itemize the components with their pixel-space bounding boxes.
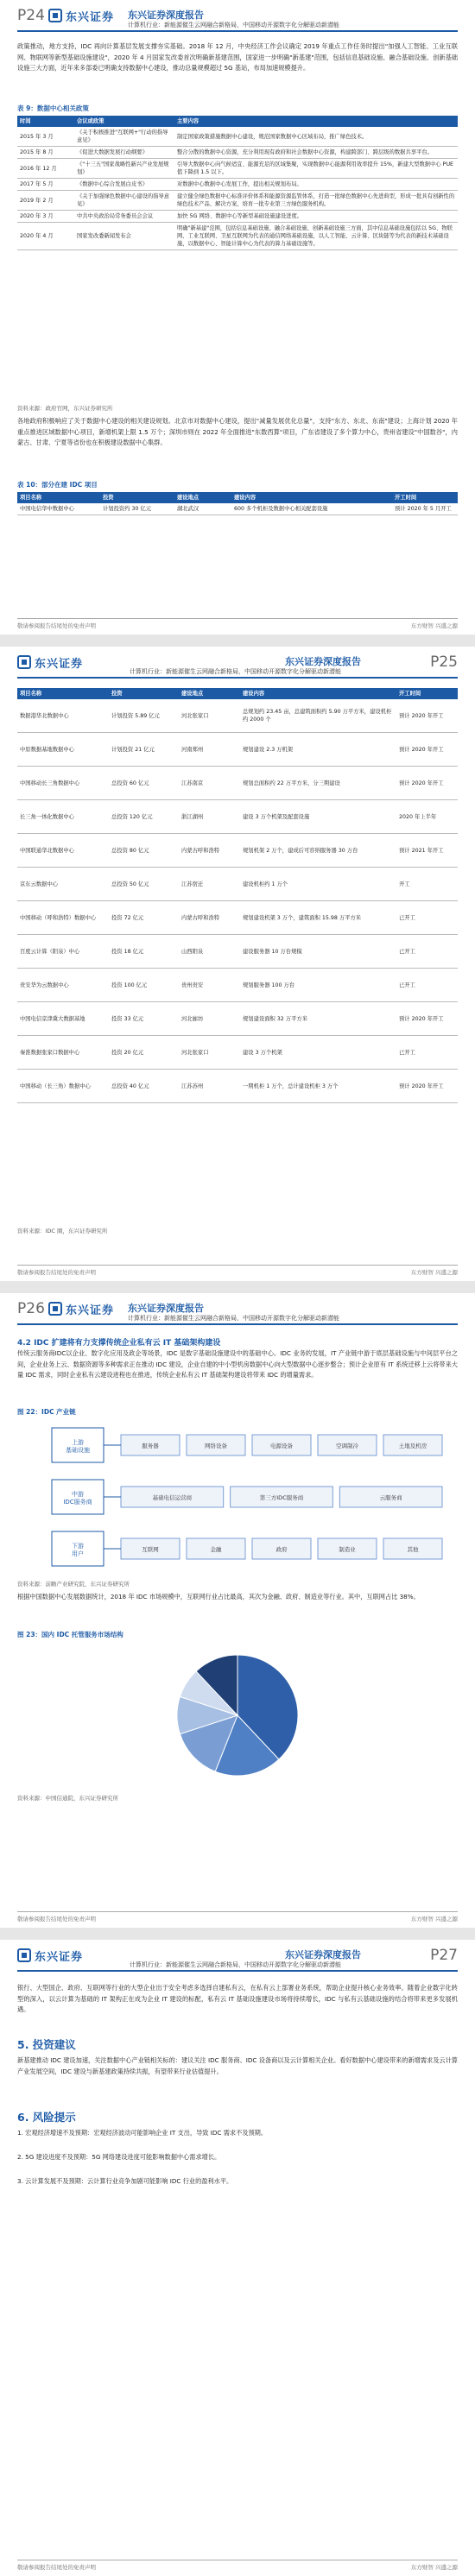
table-cell: 已开工: [396, 969, 458, 1002]
table-cell: 中原数据基地数据中心: [17, 733, 109, 767]
table-cell: 规划建设 2.3 万机架: [240, 733, 396, 767]
table-row: [17, 901, 458, 935]
footer-disclaimer: 敬请参阅报告结尾处的免责声明: [17, 2564, 96, 2571]
table-header-row: 项目名称 投资 建设地点 建设内容 开工时间: [17, 688, 458, 699]
upstream-label: 上游基础设施: [66, 1439, 90, 1454]
chain-item-label: 云服务商: [379, 1494, 402, 1501]
table-cell: 已开工: [396, 935, 458, 969]
chain-item-label: 基础电信运营商: [152, 1494, 193, 1501]
table-cell: 一期机柜 1 万个，总计建设机柜 3 万个: [240, 1070, 396, 1103]
table-cell: 投资 100 亿元: [109, 969, 179, 1002]
idc-chain-diagram: [17, 1419, 458, 1575]
policy-table: [17, 116, 458, 250]
table-row: [17, 800, 458, 834]
table-cell: 投资 18 亿元: [109, 935, 179, 969]
header-rule: [17, 677, 458, 679]
chain-item-label: 土地及机房: [398, 1443, 428, 1449]
risk-item: 3. 云计算发展不及预期：云计算行业竞争加剧可能影响 IDC 行业的盈利水平。: [17, 2177, 233, 2185]
chain-item-label: 电源设备: [270, 1443, 293, 1449]
table-cell: 建设服务器 10 万台规模: [240, 935, 396, 969]
col-header: 主要内容: [174, 116, 458, 127]
running-header: 计算机行业：新能源催生云网融合新格局，中国移动开源数字化分解驱动新潜能: [128, 1315, 339, 1322]
mid-paragraph: 各地政府积极响应了关于数据中心建设的相关建设规划。北京市对数据中心建设，提出"减量发展优化总量"，支持"东方、东北、东南"建设；上海计划 2020 年重点推进区域数据中心项目，新增机架上限 1.5 万个；深圳市则在 2022 年全面推进"东数西算"项目，广东省建设了多个算力中心，贵州省建设"中国数谷"，内蒙古、甘肃、宁夏等省份也在积极建设数据中心集群。: [17, 417, 458, 446]
table-row: [17, 1070, 458, 1103]
page-number: P27: [430, 1947, 458, 1964]
risk-item: 1. 宏观经济增速不及预期：宏观经济波动可能影响企业 IT 支出，导致 IDC 需求不及预期。: [17, 2129, 268, 2137]
header-rule: [17, 1323, 458, 1325]
brand-logo: [48, 6, 121, 25]
logo-text: 东兴证券: [66, 1304, 115, 1317]
table-cell: 预计 2020 年开工: [396, 767, 458, 800]
table-cell: 秦淮数据张家口数据中心: [17, 1036, 109, 1070]
table-cell: 规划建设面积 32 万平方米: [240, 1002, 396, 1036]
table-cell: 数据港华北数据中心: [17, 699, 109, 733]
table-row: [17, 699, 458, 733]
idc-project-table-cont: [17, 688, 458, 1103]
table-cell: 预计 2021 年开工: [396, 834, 458, 868]
page-number: P26: [17, 1300, 45, 1317]
table-cell: 江苏苏州: [179, 1070, 240, 1103]
page-header: [0, 0, 475, 38]
running-header: 计算机行业：新能源催生云网融合新格局，中国移动开源数字化分解驱动新潜能: [128, 22, 339, 28]
col-header: 时间: [17, 116, 74, 127]
footer-slogan: 东方财智 兴盛之源: [410, 1916, 458, 1923]
col-header: 会议或政策: [74, 116, 174, 127]
table-row: [17, 868, 458, 901]
table-cell: 浙江湖州: [179, 800, 240, 834]
table-header-row: 项目名称 投资 建设地点 建设内容 开工时间: [17, 492, 458, 503]
page-number: P24: [17, 7, 45, 24]
logo-text: 东兴证券: [35, 1951, 84, 1964]
doc-title: 东兴证券深度报告: [128, 9, 204, 21]
intro-paragraph: 传统云服务商IDC以企业、数字化应用及政企等场景，IDC 是数字基础设施建设中的基础中心。IDC 业务的发展，IT 产业链中游于底层基础设施与中间层平台之间，企业业务上云、数据资源等多种需求正在推动 IDC 建设，企业自建的中小型机房数据中心向大型数据中心逐步整合；预计企业原有 IT 系统迁移上云将带来大量 IDC 需求，同时企业私有云建设进程也在推进，传统企业私有云 IT 基础架构建设将带来 IDC 的增量需求。: [17, 1349, 458, 1379]
table-cell: 投资 72 亿元: [109, 901, 179, 935]
risk-item: 2. 5G 建设进度不及预期：5G 网络建设进度可能影响数据中心需求增长。: [17, 2153, 221, 2161]
page-header: [0, 1293, 475, 1331]
logo-mark-icon: [17, 655, 31, 669]
footer-slogan: 东方财智 兴盛之源: [410, 1269, 458, 1276]
logo-mark-icon: [48, 1302, 62, 1316]
brand-logo: [17, 1946, 90, 1965]
figure-title: 图 22：IDC 产业链: [17, 1408, 76, 1416]
doc-title: 东兴证券深度报告: [285, 656, 361, 667]
footer-slogan: 东方财智 兴盛之源: [410, 622, 458, 629]
idc-project-table: [17, 492, 458, 515]
table-cell: 计划投资 21 亿元: [109, 733, 179, 767]
section-5-paragraph: 新基建推动 IDC 建设加速，关注数据中心产业链相关标的：建议关注 IDC 服务商、IDC 设备商以及云计算相关企业。看好数据中心建设带来的新增需求及云计算产业发展空间，IDC 建设与新基建政策持续共振，有望带来行业估值提升。: [17, 2056, 458, 2075]
chain-item-label: 空调制冷: [336, 1443, 358, 1449]
logo-mark-icon: [17, 1948, 31, 1962]
logo-mark-icon: [48, 9, 62, 22]
table-cell: 江苏宿迁: [179, 868, 240, 901]
table-cell: 内蒙古呼和浩特: [179, 901, 240, 935]
table-cell: 总投资 40 亿元: [109, 1070, 179, 1103]
page-number: P25: [430, 653, 458, 671]
mid-paragraph: 根据中国数据中心发展数据统计，2018 年 IDC 市场规模中，互联网行业占比最高，其次为金融、政府、制造业等行业。其中，互联网占比 38%。: [17, 1593, 420, 1601]
table-row: 2020 年 4 月 国家发改委新闻发布会 明确"新基建"范围，包括信息基础设施、融合基础设施、创新基础设施三方面，其中信息基础设施包括以 5G、物联网、工业互联网、卫星互联网为代表的通信网络基础设施，以人工智能、云计算、区块链等为代表的新技术基础设施，以数据中心、智能计算中心为代表的算力基础设施等。: [17, 223, 458, 250]
table-row: 2020 年 3 月 中共中央政治局常务委员会会议 加快 5G 网络、数据中心等新型基础设施建设进度。: [17, 211, 458, 223]
table-cell: 河北张家口: [179, 1036, 240, 1070]
section-5-heading: 5. 投资建议: [17, 2038, 76, 2051]
header-rule: [17, 30, 458, 32]
table-cell: 贵州贵安: [179, 969, 240, 1002]
page-header: [0, 647, 475, 685]
table-row: 2016 年 12 月 《"十三五"国家战略性新兴产业发展规划》 引导大数据中心向气候适宜、能源充足的区域集聚，实现数据中心能源利用效率提升 15%，新建大型数据中心 PUE 值下降到 1.5 以下。: [17, 159, 458, 179]
table-cell: 预计 2020 年开工: [396, 733, 458, 767]
table-cell: 贵安华为云数据中心: [17, 969, 109, 1002]
chain-item-label: 网络设备: [205, 1443, 227, 1449]
figure2-title: 图 23：国内 IDC 托管服务市场结构: [17, 1631, 124, 1638]
table-row: [17, 834, 458, 868]
downstream-label: 下游用户: [72, 1543, 84, 1557]
brand-logo: [17, 653, 90, 672]
table-cell: 预计 2020 年开工: [396, 699, 458, 733]
chain-item-label: 金融: [210, 1546, 222, 1553]
table-row: [17, 1002, 458, 1036]
table-cell: 已开工: [396, 1036, 458, 1070]
page-footer: [17, 618, 458, 629]
intro-paragraph: 政策推动，地方支持，IDC 再向计算基层发展支撑夯实基础。2018 年 12 月，中央经济工作会议确定 2019 年重点工作任务时提出"加强人工智能、工业互联网、物联网等新型基础设施建设"，2020 年 4 月国家发改委首次明确新基建范围，国家进一步明确"新基建"范围，包括信息基础设施、融合基础设施、创新基础设施三大方面，近年来多部委已明确支持数据中心建设，推动总量规模超过 5G 基站，布局加速规模提升。: [17, 42, 458, 72]
running-header: 计算机行业：新能源催生云网融合新格局，中国移动开源数字化分解驱动新潜能: [130, 668, 341, 675]
table-source: 资料来源：政府官网，东兴证券研究所: [17, 405, 113, 412]
table2-title: 表 10：部分在建 IDC 项目: [17, 481, 98, 489]
table-cell: 总规划约 23.45 亩，总建筑面积约 5.90 万平方米，建设机柜约 2000 个: [240, 699, 396, 733]
top-paragraph: 银行、大型国企、政府、互联网等行业的大型企业出于安全考虑多选择自建私有云，在私有云上部署业务系统，帮助企业提升核心业务效率。随着企业数字化转型的深入，以云计算为基础的 IT 架构正在成为企业 IT 建设的标配，私有云 IT 基础设施建设市场将持续增长，IDC 与私有云基础设施的结合将带来更多发展机遇。: [17, 1984, 458, 2013]
chain-item-label: 其他: [407, 1546, 419, 1553]
page-header: [0, 1940, 475, 1978]
table-cell: 总投资 50 亿元: [109, 868, 179, 901]
table-cell: 中国电信京津冀大数据基地: [17, 1002, 109, 1036]
footer-disclaimer: 敬请参阅报告结尾处的免责声明: [17, 622, 96, 629]
table-row: 2019 年 2 月 《关于加强绿色数据中心建设的指导意见》 建立健全绿色数据中心标准评价体系和能源资源监管体系，打造一批绿色数据中心先进典型，形成一批具有创新性的绿色技术产品、解决方案，培育一批专业第三方绿色服务机构。: [17, 191, 458, 211]
table-row: [17, 733, 458, 767]
section-heading: 4.2 IDC 扩建将有力支撑传统企业私有云 IT 基础架构建设: [17, 1339, 221, 1348]
table-cell: 2020 年上半年: [396, 800, 458, 834]
doc-title: 东兴证券深度报告: [285, 1949, 361, 1960]
page-footer: [17, 1911, 458, 1923]
table-row: 2015 年 8 月 《促进大数据发展行动纲要》 整合分散的数据中心资源，充分利用现有政府和社会数据中心资源，构建跨部门、跨层级的数据共享平台。: [17, 147, 458, 159]
table-cell: 河南郑州: [179, 733, 240, 767]
report-page-25: [0, 647, 475, 1281]
chain-item-label: 服务器: [142, 1443, 159, 1449]
header-rule: [17, 1970, 458, 1972]
doc-title: 东兴证券深度报告: [128, 1303, 204, 1314]
table-cell: 江苏南京: [179, 767, 240, 800]
table-row: [17, 767, 458, 800]
table-cell: 百度云计算（阳泉）中心: [17, 935, 109, 969]
table-cell: 山西阳泉: [179, 935, 240, 969]
table-cell: 中国移动长三角数据中心: [17, 767, 109, 800]
table-cell: 总投资 60 亿元: [109, 767, 179, 800]
chain-item-label: 第三方IDC服务商: [259, 1494, 304, 1501]
table-cell: 总投资 80 亿元: [109, 834, 179, 868]
table-cell: 中国移动（呼和浩特）数据中心: [17, 901, 109, 935]
table-cell: 长三角一体化数据中心: [17, 800, 109, 834]
logo-text: 东兴证券: [66, 11, 115, 24]
running-header: 计算机行业：新能源催生云网融合新格局，中国移动开源数字化分解驱动新潜能: [130, 1961, 341, 1968]
section-6-heading: 6. 风险提示: [17, 2111, 76, 2124]
table-cell: 规划总面积约 22 万平方米，分三期建设: [240, 767, 396, 800]
table-row: [17, 969, 458, 1002]
report-page-24: [0, 0, 475, 635]
table-cell: 建设 3 万个机架: [240, 1036, 396, 1070]
table-cell: 河北张家口: [179, 699, 240, 733]
page-footer: [17, 1265, 458, 1276]
chain-item-label: 制造业: [339, 1546, 356, 1553]
table-cell: 建设机柜约 1 万个: [240, 868, 396, 901]
table-cell: 中国移动（长三角）数据中心: [17, 1070, 109, 1103]
footer-slogan: 东方财智 兴盛之源: [410, 2564, 458, 2571]
idc-market-pie-chart: [17, 1642, 458, 1789]
midstream-label: 中游 IDC服务商: [63, 1491, 92, 1506]
figure-source: 资料来源：前瞻产业研究院，东兴证券研究所: [17, 1581, 130, 1588]
table-cell: 规划服务器 100 万台: [240, 969, 396, 1002]
table-cell: 计划投资 5.89 亿元: [109, 699, 179, 733]
table-row: 2017 年 5 月 《数据中心综合发展白皮书》 对数据中心数据中心发展工作，提出相关规划布局。: [17, 179, 458, 191]
chain-item-label: 互联网: [142, 1546, 159, 1553]
table-cell: 已开工: [396, 901, 458, 935]
table-row: [17, 1036, 458, 1070]
table-cell: 建设 3 万个机架及配套设施: [240, 800, 396, 834]
table-cell: 中国联通华北数据中心: [17, 834, 109, 868]
table-cell: 投资 33 亿元: [109, 1002, 179, 1036]
table-source: 资料来源：IDC 圈，东兴证券研究所: [17, 1228, 108, 1234]
table-header-row: [17, 116, 458, 127]
table-cell: 规划机架 2 万个，建成后可容纳服务器 30 万台: [240, 834, 396, 868]
table-cell: 预计 2020 年开工: [396, 1002, 458, 1036]
table-row: 中国电信华中数据中心 计划投资约 30 亿元 湖北武汉 600 多个机柜及数据中心相关配套设施 预计 2020 年 5 月开工: [17, 503, 458, 515]
table-cell: 开工: [396, 868, 458, 901]
table-cell: 河北廊坊: [179, 1002, 240, 1036]
table-cell: 投资 20 亿元: [109, 1036, 179, 1070]
table-cell: 预计 2020 年开工: [396, 1070, 458, 1103]
footer-disclaimer: 敬请参阅报告结尾处的免责声明: [17, 1269, 96, 1276]
table-cell: 总投资 120 亿元: [109, 800, 179, 834]
report-page-27: [0, 1940, 475, 2576]
footer-disclaimer: 敬请参阅报告结尾处的免责声明: [17, 1916, 96, 1923]
table-row: 2015 年 3 月 《关于积极推进"互联网+"行动的指导意见》 制定国家政策措施数据中心建设，规范国家数据中心区域布局，推广绿色技术。: [17, 127, 458, 147]
logo-text: 东兴证券: [35, 658, 84, 671]
chain-item-label: 政府: [276, 1546, 288, 1553]
page-footer: [17, 2560, 458, 2571]
table-title: 表 9：数据中心相关政策: [17, 104, 89, 112]
report-page-26: [0, 1293, 475, 1928]
table-cell: 规划建设机架 3 万个，建筑面积 15.98 万平方米: [240, 901, 396, 935]
brand-logo: [48, 1299, 121, 1318]
figure2-source: 资料来源：中国信通院，东兴证券研究所: [17, 1795, 118, 1802]
table-row: [17, 935, 458, 969]
table-cell: 京东云数据中心: [17, 868, 109, 901]
table-cell: 内蒙古呼和浩特: [179, 834, 240, 868]
